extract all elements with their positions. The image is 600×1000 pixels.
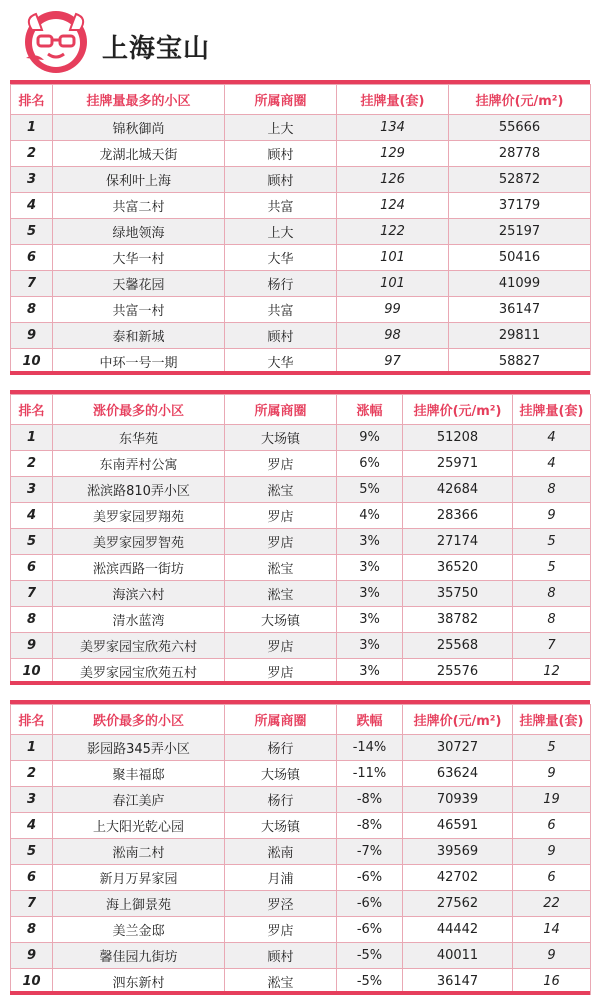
table-row	[11, 787, 591, 813]
price-cell: 25576	[403, 659, 513, 685]
community-cell: 东南弄村公寓	[53, 451, 225, 477]
table-row	[11, 297, 591, 323]
price-cell: 38782	[403, 607, 513, 633]
district-cell: 大场镇	[225, 607, 337, 633]
price-cell: 42684	[403, 477, 513, 503]
district-cell: 罗店	[225, 451, 337, 477]
table-row	[11, 323, 591, 349]
header-district: 所属商圈	[225, 85, 337, 115]
table-row	[11, 607, 591, 633]
price-cell: 27562	[403, 891, 513, 917]
table-row	[11, 115, 591, 141]
district-cell: 罗店	[225, 659, 337, 685]
listings-cell: 9	[513, 761, 591, 787]
price-cell: 30727	[403, 735, 513, 761]
most-listings-table	[10, 84, 591, 375]
price-cell: 70939	[403, 787, 513, 813]
header-listings: 挂牌量(套)	[513, 395, 591, 425]
listings-cell: 124	[337, 193, 449, 219]
rank-cell: 10	[11, 659, 53, 685]
community-cell: 共富二村	[53, 193, 225, 219]
district-cell: 大场镇	[225, 425, 337, 451]
listings-cell: 5	[513, 735, 591, 761]
header-change: 跌幅	[337, 705, 403, 735]
listings-cell: 122	[337, 219, 449, 245]
table-row	[11, 529, 591, 555]
table-row	[11, 581, 591, 607]
community-cell: 美罗家园罗翔苑	[53, 503, 225, 529]
district-cell: 上大	[225, 219, 337, 245]
community-cell: 中环一号一期	[53, 349, 225, 375]
price-cell: 28778	[449, 141, 591, 167]
change-cell: -8%	[337, 787, 403, 813]
community-cell: 影园路345弄小区	[53, 735, 225, 761]
listings-cell: 101	[337, 245, 449, 271]
district-cell: 月浦	[225, 865, 337, 891]
table-row	[11, 761, 591, 787]
table-row	[11, 141, 591, 167]
listings-cell: 19	[513, 787, 591, 813]
table-row	[11, 503, 591, 529]
rank-cell: 5	[11, 219, 53, 245]
price-cell: 51208	[403, 425, 513, 451]
community-cell: 龙湖北城天街	[53, 141, 225, 167]
table-1-bottom-bar	[10, 371, 590, 375]
community-cell: 天馨花园	[53, 271, 225, 297]
change-cell: -8%	[337, 813, 403, 839]
community-cell: 海滨六村	[53, 581, 225, 607]
price-cell: 29811	[449, 323, 591, 349]
change-cell: 9%	[337, 425, 403, 451]
district-cell: 淞宝	[225, 581, 337, 607]
top-fallers-table	[10, 704, 591, 995]
rank-cell: 2	[11, 141, 53, 167]
listings-cell: 99	[337, 297, 449, 323]
price-cell: 63624	[403, 761, 513, 787]
price-cell: 35750	[403, 581, 513, 607]
district-cell: 淞南	[225, 839, 337, 865]
listings-cell: 14	[513, 917, 591, 943]
header-rank: 排名	[11, 85, 53, 115]
community-cell: 馨佳园九街坊	[53, 943, 225, 969]
rank-cell: 2	[11, 761, 53, 787]
header-price: 挂牌价(元/m²)	[403, 395, 513, 425]
header-listings: 挂牌量(套)	[337, 85, 449, 115]
community-cell: 东华苑	[53, 425, 225, 451]
community-cell: 淞南二村	[53, 839, 225, 865]
table-row	[11, 425, 591, 451]
rank-cell: 1	[11, 735, 53, 761]
header-community: 跌价最多的小区	[53, 705, 225, 735]
page-header	[0, 0, 600, 76]
table-row	[11, 193, 591, 219]
price-cell: 36147	[449, 297, 591, 323]
district-cell: 淞宝	[225, 555, 337, 581]
community-cell: 锦秋御尚	[53, 115, 225, 141]
price-cell: 40011	[403, 943, 513, 969]
header-change: 涨幅	[337, 395, 403, 425]
rank-cell: 3	[11, 787, 53, 813]
table-row	[11, 167, 591, 193]
change-cell: 3%	[337, 607, 403, 633]
district-cell: 淞宝	[225, 477, 337, 503]
change-cell: -5%	[337, 943, 403, 969]
change-cell: 3%	[337, 529, 403, 555]
district-cell: 顾村	[225, 167, 337, 193]
listings-cell: 126	[337, 167, 449, 193]
district-cell: 罗店	[225, 529, 337, 555]
community-cell: 大华一村	[53, 245, 225, 271]
community-cell: 保利叶上海	[53, 167, 225, 193]
community-cell: 清水蓝湾	[53, 607, 225, 633]
change-cell: -14%	[337, 735, 403, 761]
table-row	[11, 735, 591, 761]
rank-cell: 6	[11, 865, 53, 891]
price-cell: 44442	[403, 917, 513, 943]
listings-cell: 98	[337, 323, 449, 349]
rank-cell: 10	[11, 969, 53, 995]
rank-cell: 7	[11, 271, 53, 297]
header-rank: 排名	[11, 395, 53, 425]
community-cell: 泰和新城	[53, 323, 225, 349]
rank-cell: 6	[11, 245, 53, 271]
mascot-logo-icon	[22, 8, 90, 76]
table-header-row	[11, 395, 591, 425]
price-cell: 25197	[449, 219, 591, 245]
table-row	[11, 219, 591, 245]
header-price: 挂牌价(元/m²)	[403, 705, 513, 735]
change-cell: -5%	[337, 969, 403, 995]
district-cell: 杨行	[225, 787, 337, 813]
table-row	[11, 555, 591, 581]
listings-cell: 22	[513, 891, 591, 917]
rank-cell: 7	[11, 581, 53, 607]
rank-cell: 1	[11, 425, 53, 451]
price-cell: 27174	[403, 529, 513, 555]
listings-cell: 4	[513, 451, 591, 477]
community-cell: 聚丰福邸	[53, 761, 225, 787]
change-cell: 3%	[337, 555, 403, 581]
district-cell: 顾村	[225, 943, 337, 969]
table-row	[11, 943, 591, 969]
listings-cell: 101	[337, 271, 449, 297]
district-cell: 顾村	[225, 141, 337, 167]
price-cell: 25568	[403, 633, 513, 659]
listings-cell: 12	[513, 659, 591, 685]
listings-cell: 129	[337, 141, 449, 167]
header-district: 所属商圈	[225, 395, 337, 425]
change-cell: -6%	[337, 865, 403, 891]
district-cell: 罗店	[225, 917, 337, 943]
rank-cell: 1	[11, 115, 53, 141]
header-listings: 挂牌量(套)	[513, 705, 591, 735]
listings-cell: 7	[513, 633, 591, 659]
table-row	[11, 917, 591, 943]
rank-cell: 9	[11, 943, 53, 969]
rank-cell: 4	[11, 503, 53, 529]
table-row	[11, 891, 591, 917]
listings-cell: 6	[513, 813, 591, 839]
table-2-bottom-bar	[10, 681, 590, 685]
rank-cell: 6	[11, 555, 53, 581]
district-cell: 杨行	[225, 271, 337, 297]
listings-cell: 8	[513, 581, 591, 607]
price-cell: 58827	[449, 349, 591, 375]
listings-cell: 8	[513, 477, 591, 503]
community-cell: 春江美庐	[53, 787, 225, 813]
change-cell: -11%	[337, 761, 403, 787]
header-community: 挂牌量最多的小区	[53, 85, 225, 115]
table-row	[11, 865, 591, 891]
change-cell: -6%	[337, 891, 403, 917]
rank-cell: 9	[11, 323, 53, 349]
listings-cell: 97	[337, 349, 449, 375]
change-cell: 3%	[337, 659, 403, 685]
header-rank: 排名	[11, 705, 53, 735]
community-cell: 上大阳光乾心园	[53, 813, 225, 839]
table-row	[11, 839, 591, 865]
price-cell: 42702	[403, 865, 513, 891]
price-cell: 55666	[449, 115, 591, 141]
listings-cell: 134	[337, 115, 449, 141]
district-cell: 上大	[225, 115, 337, 141]
rank-cell: 4	[11, 193, 53, 219]
district-cell: 淞宝	[225, 969, 337, 995]
listings-cell: 9	[513, 503, 591, 529]
price-cell: 52872	[449, 167, 591, 193]
community-cell: 美罗家园宝欣苑五村	[53, 659, 225, 685]
rank-cell: 5	[11, 529, 53, 555]
rank-cell: 3	[11, 167, 53, 193]
rank-cell: 8	[11, 917, 53, 943]
rank-cell: 9	[11, 633, 53, 659]
listings-cell: 6	[513, 865, 591, 891]
table-header-row	[11, 705, 591, 735]
rank-cell: 5	[11, 839, 53, 865]
change-cell: 4%	[337, 503, 403, 529]
district-cell: 大场镇	[225, 813, 337, 839]
district-cell: 大华	[225, 245, 337, 271]
rank-cell: 3	[11, 477, 53, 503]
listings-cell: 16	[513, 969, 591, 995]
rank-cell: 8	[11, 297, 53, 323]
table-header-row	[11, 85, 591, 115]
table-row	[11, 813, 591, 839]
table-row	[11, 271, 591, 297]
community-cell: 美兰金邸	[53, 917, 225, 943]
listings-cell: 4	[513, 425, 591, 451]
top-risers-table	[10, 394, 591, 685]
rank-cell: 7	[11, 891, 53, 917]
change-cell: 3%	[337, 633, 403, 659]
price-cell: 28366	[403, 503, 513, 529]
table-3-bottom-bar	[10, 991, 590, 995]
price-cell: 46591	[403, 813, 513, 839]
price-cell: 37179	[449, 193, 591, 219]
table-row	[11, 633, 591, 659]
community-cell: 共富一村	[53, 297, 225, 323]
price-cell: 36520	[403, 555, 513, 581]
district-cell: 罗泾	[225, 891, 337, 917]
listings-cell: 8	[513, 607, 591, 633]
price-cell: 50416	[449, 245, 591, 271]
table-row	[11, 245, 591, 271]
price-cell: 39569	[403, 839, 513, 865]
change-cell: -7%	[337, 839, 403, 865]
header-community: 涨价最多的小区	[53, 395, 225, 425]
table-row	[11, 477, 591, 503]
rank-cell: 2	[11, 451, 53, 477]
price-cell: 36147	[403, 969, 513, 995]
change-cell: -6%	[337, 917, 403, 943]
rank-cell: 4	[11, 813, 53, 839]
district-cell: 共富	[225, 193, 337, 219]
community-cell: 绿地领海	[53, 219, 225, 245]
listings-cell: 5	[513, 555, 591, 581]
community-cell: 美罗家园宝欣苑六村	[53, 633, 225, 659]
listings-cell: 9	[513, 839, 591, 865]
district-cell: 共富	[225, 297, 337, 323]
header-price: 挂牌价(元/m²)	[449, 85, 591, 115]
price-cell: 25971	[403, 451, 513, 477]
district-cell: 罗店	[225, 633, 337, 659]
community-cell: 美罗家园罗智苑	[53, 529, 225, 555]
rank-cell: 8	[11, 607, 53, 633]
listings-cell: 5	[513, 529, 591, 555]
district-cell: 顾村	[225, 323, 337, 349]
header-district: 所属商圈	[225, 705, 337, 735]
change-cell: 3%	[337, 581, 403, 607]
listings-cell: 9	[513, 943, 591, 969]
community-cell: 新月万昇家园	[53, 865, 225, 891]
price-cell: 41099	[449, 271, 591, 297]
community-cell: 淞滨西路一街坊	[53, 555, 225, 581]
change-cell: 6%	[337, 451, 403, 477]
table-row	[11, 451, 591, 477]
community-cell: 淞滨路810弄小区	[53, 477, 225, 503]
change-cell: 5%	[337, 477, 403, 503]
district-cell: 罗店	[225, 503, 337, 529]
page-title: 上海宝山	[102, 34, 211, 64]
district-cell: 杨行	[225, 735, 337, 761]
district-cell: 大场镇	[225, 761, 337, 787]
rank-cell: 10	[11, 349, 53, 375]
community-cell: 海上御景苑	[53, 891, 225, 917]
district-cell: 大华	[225, 349, 337, 375]
community-cell: 泗东新村	[53, 969, 225, 995]
